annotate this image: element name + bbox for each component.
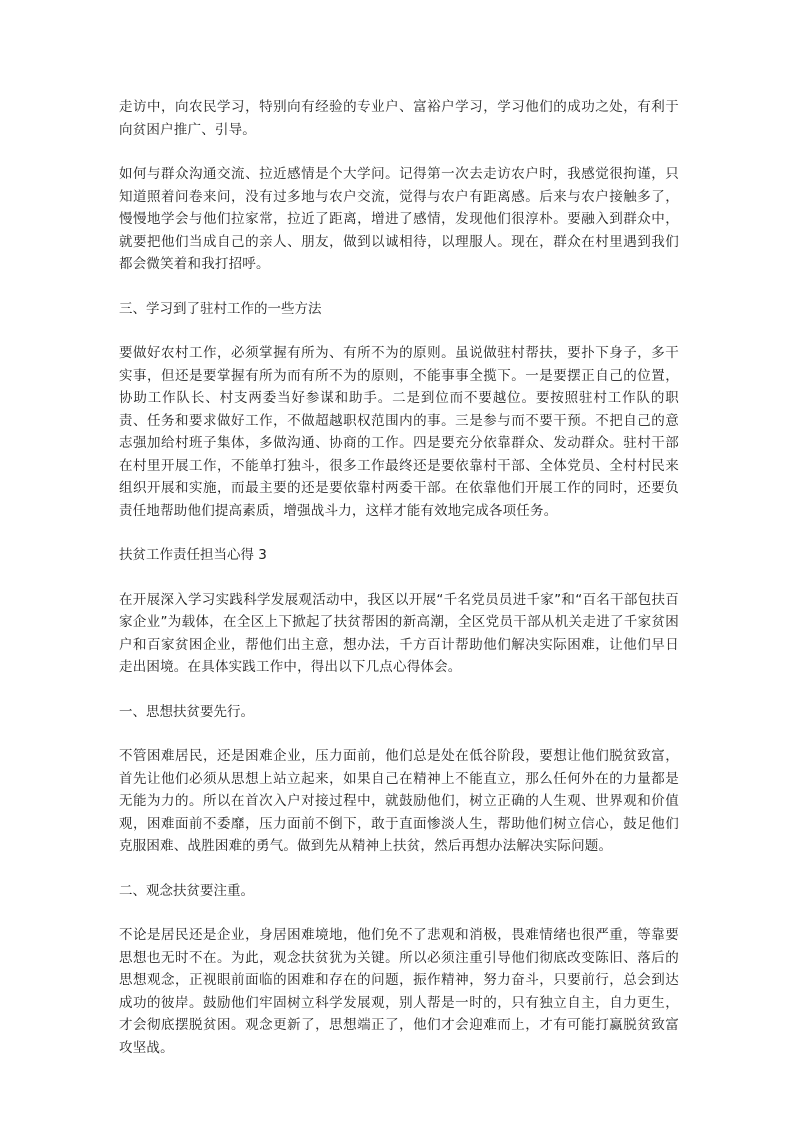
section-heading-methods: 三、学习到了驻村工作的一些方法: [119, 300, 322, 317]
paragraph-spacer: [119, 320, 679, 342]
paragraph-concepts: 不论是居民还是企业，身居困难境地，他们免不了悲观和消极，畏难情绪也很严重，等靠要思想也无时不在。为此，观念扶贫犹为关键。所以必须注重引导他们彻底改变陈旧、落后的思想观念，正视眼前面临的困难和存在的问题，振作精神，努力奋斗，只要前行，总会到达成功的彼岸。鼓励他们牢固树立科学发展观，别人帮是一时的，只有独立自主，自力更生，才会彻底摆脱贫困。观念更新了，思想端正了，他们才会迎难而上，才有可能打赢脱贫致富攻坚战。: [119, 927, 679, 1056]
section-heading-ideology: 一、思想扶贫要先行。: [119, 703, 254, 720]
paragraph-spacer: [119, 858, 679, 880]
paragraph-spacer: [119, 567, 679, 589]
article-title-3: 扶贫工作责任担当心得 3: [119, 547, 267, 563]
section-heading-concepts: 二、观念扶贫要注重。: [119, 882, 254, 899]
document-body: [119, 96, 679, 1059]
paragraph-spacer: [119, 276, 679, 298]
paragraph-ideology: 不管困难居民，还是困难企业，压力面前，他们总是处在低谷阶段，要想让他们脱贫致富，首先让他们必须从思想上站立起来，如果自己在精神上不能直立，那么任何外在的力量都是无能为力的。所以在首次入户对接过程中，就鼓励他们，树立正确的人生观、世界观和价值观，困难面前不委靡，压力面前不倒下，敢于直面惨淡人生，帮助他们树立信心，鼓足他们克服困难、战胜困难的勇气。做到先从精神上扶贫，然后再想办法解决实际问题。: [119, 748, 679, 854]
paragraph-activity-intro: 在开展深入学习实践科学发展观活动中，我区以开展“千名党员员进千家”和“百名干部包扶百家企业”为载体，在全区上下掀起了扶贫帮困的新高潮，全区党员干部从机关走进了千家贫困户和百家贫困企业，帮他们出主意，想办法，千方百计帮助他们解决实际困难，让他们早日走出困境。在具体实践工作中，得出以下几点心得体会。: [119, 591, 679, 675]
paragraph-spacer: [119, 141, 679, 163]
paragraph-spacer: [119, 902, 679, 924]
paragraph-rural-work: 要做好农村工作，必须掌握有所为、有所不为的原则。虽说做驻村帮扶，要扑下身子，多干实事，但还是要掌握有所为而有所不为的原则，不能事事全揽下。一是要摆正自己的位置，协助工作队长、村支两委当好参谋和助手。二是到位而不要越位。要按照驻村工作队的职责、任务和要求做好工作，不做超越职权范围内的事。三是参与而不要干预。不把自己的意志强加给村班子集体，多做沟通、协商的工作。四是要充分依靠群众、发动群众。驻村干部在村里开展工作，不能单打独斗，很多工作最终还是要依靠村干部、全体党员、全村村民来组织开展和实施，而最主要的还是要依靠村两委干部。在依靠他们开展工作的同时，还要负责任地帮助他们提高素质，增强战斗力，这样才能有效地完成各项任务。: [119, 345, 679, 519]
paragraph-spacer: [119, 522, 679, 544]
paragraph-spacer: [119, 679, 679, 701]
paragraph-spacer: [119, 723, 679, 745]
paragraph-learn-from-farmers: 走访中，向农民学习，特别向有经验的专业户、富裕户学习，学习他们的成功之处，有利于向贫困户推广、引导。: [119, 99, 679, 138]
paragraph-communication: 如何与群众沟通交流、拉近感情是个大学问。记得第一次去走访农户时，我感觉很拘谨，只知道照着问卷来问，没有过多地与农户交流，觉得与农户有距离感。后来与农户接触多了，慢慢地学会与他们拉家常，拉近了距离，增进了感情，发现他们很淳朴。要融入到群众中，就要把他们当成自己的亲人、朋友，做到以诚相待，以理服人。现在，群众在村里遇到我们都会微笑着和我打招呼。: [119, 166, 679, 272]
